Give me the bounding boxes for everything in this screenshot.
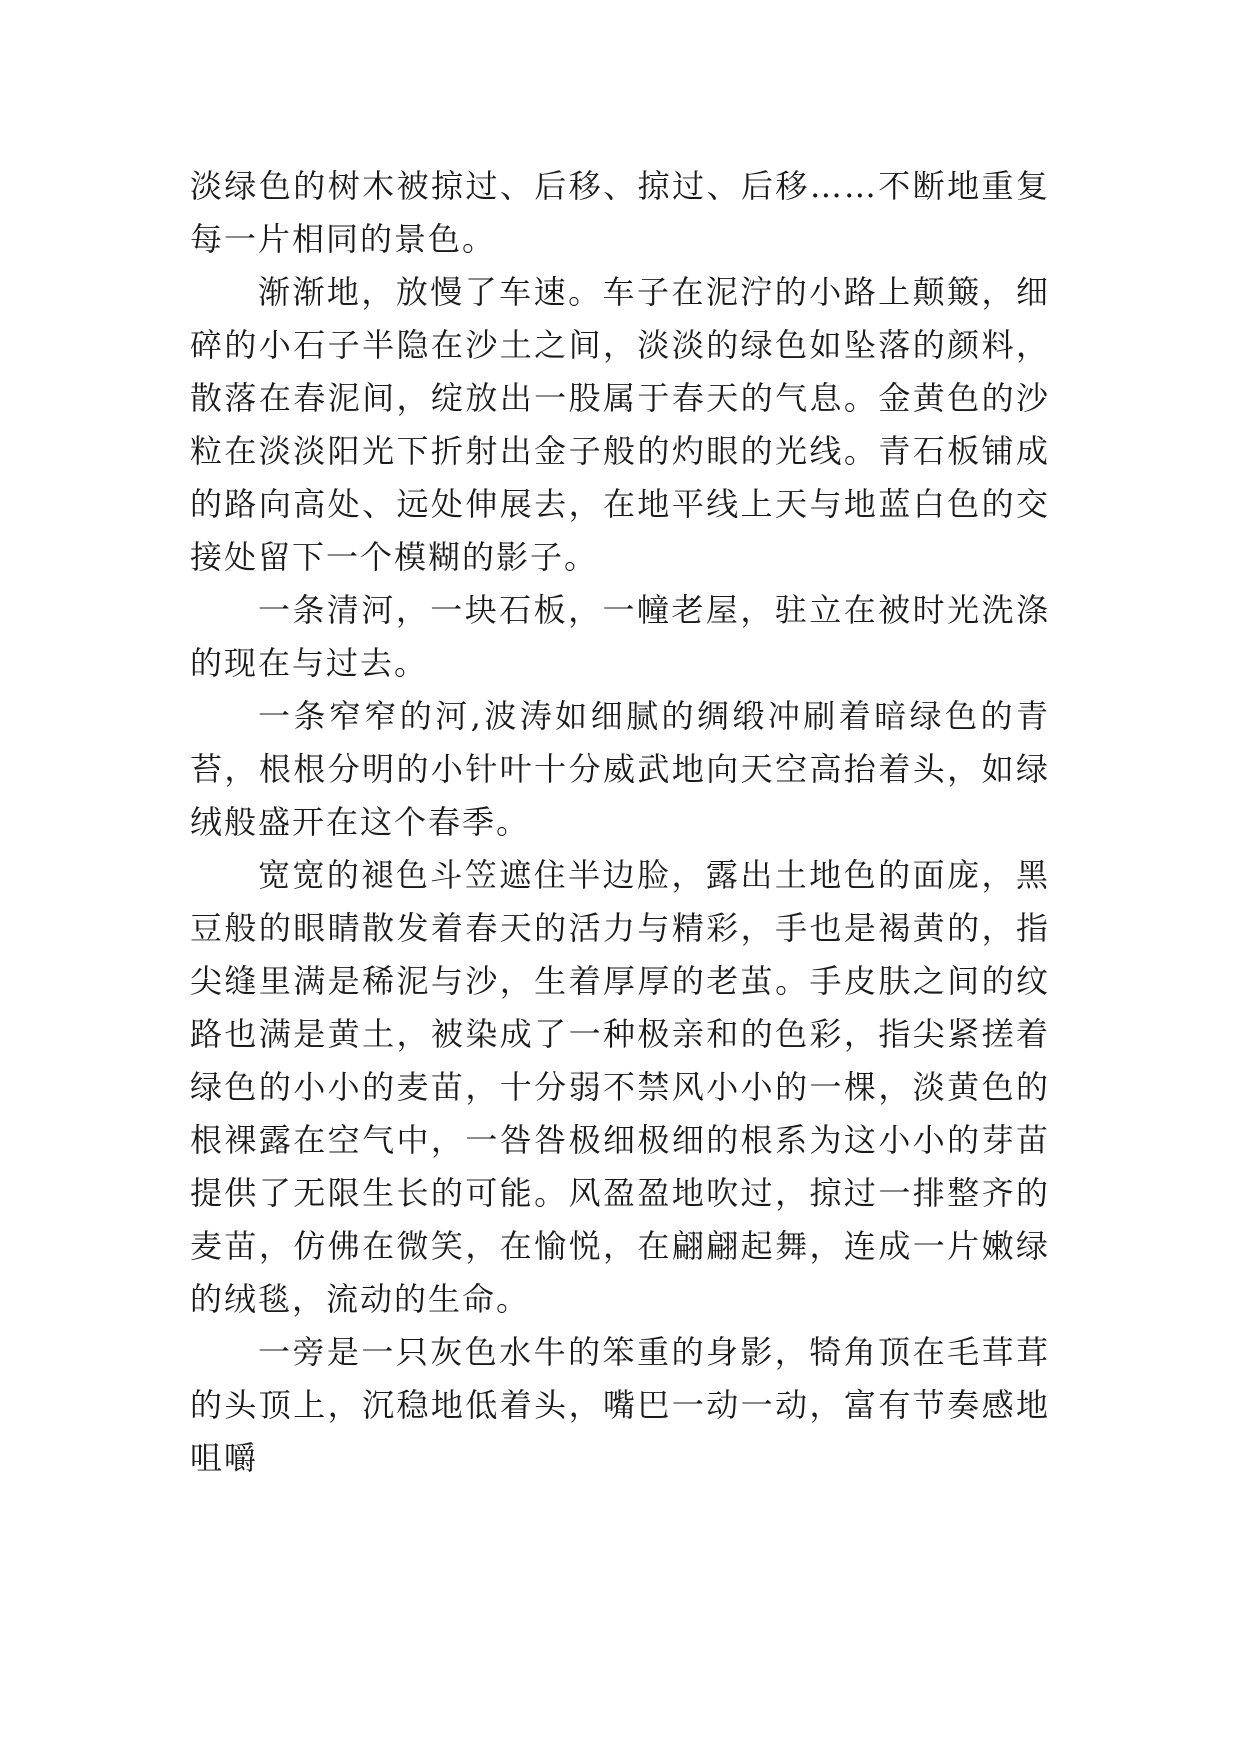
paragraph-3: 一条清河，一块石板，一幢老屋，驻立在被时光洗涤的现在与过去。 — [190, 591, 1050, 682]
paragraph-6: 一旁是一只灰色水牛的笨重的身影，犄角顶在毛茸茸的头顶上，沉稳地低着头，嘴巴一动一动，富有节奏感地咀嚼 — [190, 1333, 1050, 1477]
paragraph-2: 渐渐地，放慢了车速。车子在泥泞的小路上颠簸，细碎的小石子半隐在沙土之间，淡淡的绿色如坠落的颜料，散落在春泥间，绽放出一股属于春天的气息。金黄色的沙粒在淡淡阳光下折射出金子般的灼眼的光线。青石板铺成的路向高处、远处伸展去，在地平线上天与地蓝白色的交接处留下一个模糊的影子。 — [190, 273, 1050, 576]
paragraph-4: 一条窄窄的河,波涛如细腻的绸缎冲刷着暗绿色的青苔，根根分明的小针叶十分威武地向天空高抬着头，如绿绒般盛开在这个春季。 — [190, 697, 1050, 841]
paragraph-1: 淡绿色的树木被掠过、后移、掠过、后移……不断地重复每一片相同的景色。 — [190, 167, 1050, 258]
paragraph-5: 宽宽的褪色斗笠遮住半边脸，露出土地色的面庞，黑豆般的眼睛散发着春天的活力与精彩，手也是褐黄的，指尖缝里满是稀泥与沙，生着厚厚的老茧。手皮肤之间的纹路也满是黄土，被染成了一种极亲和的色彩，指尖紧搓着绿色的小小的麦苗，十分弱不禁风小小的一棵，淡黄色的根裸露在空气中，一咎咎极细极细的根系为这小小的芽苗提供了无限生长的可能。风盈盈地吹过，掠过一排整齐的麦苗，仿佛在微笑，在愉悦，在翩翩起舞，连成一片嫩绿的绒毯，流动的生命。 — [190, 856, 1050, 1318]
body-text — [190, 160, 1050, 1485]
